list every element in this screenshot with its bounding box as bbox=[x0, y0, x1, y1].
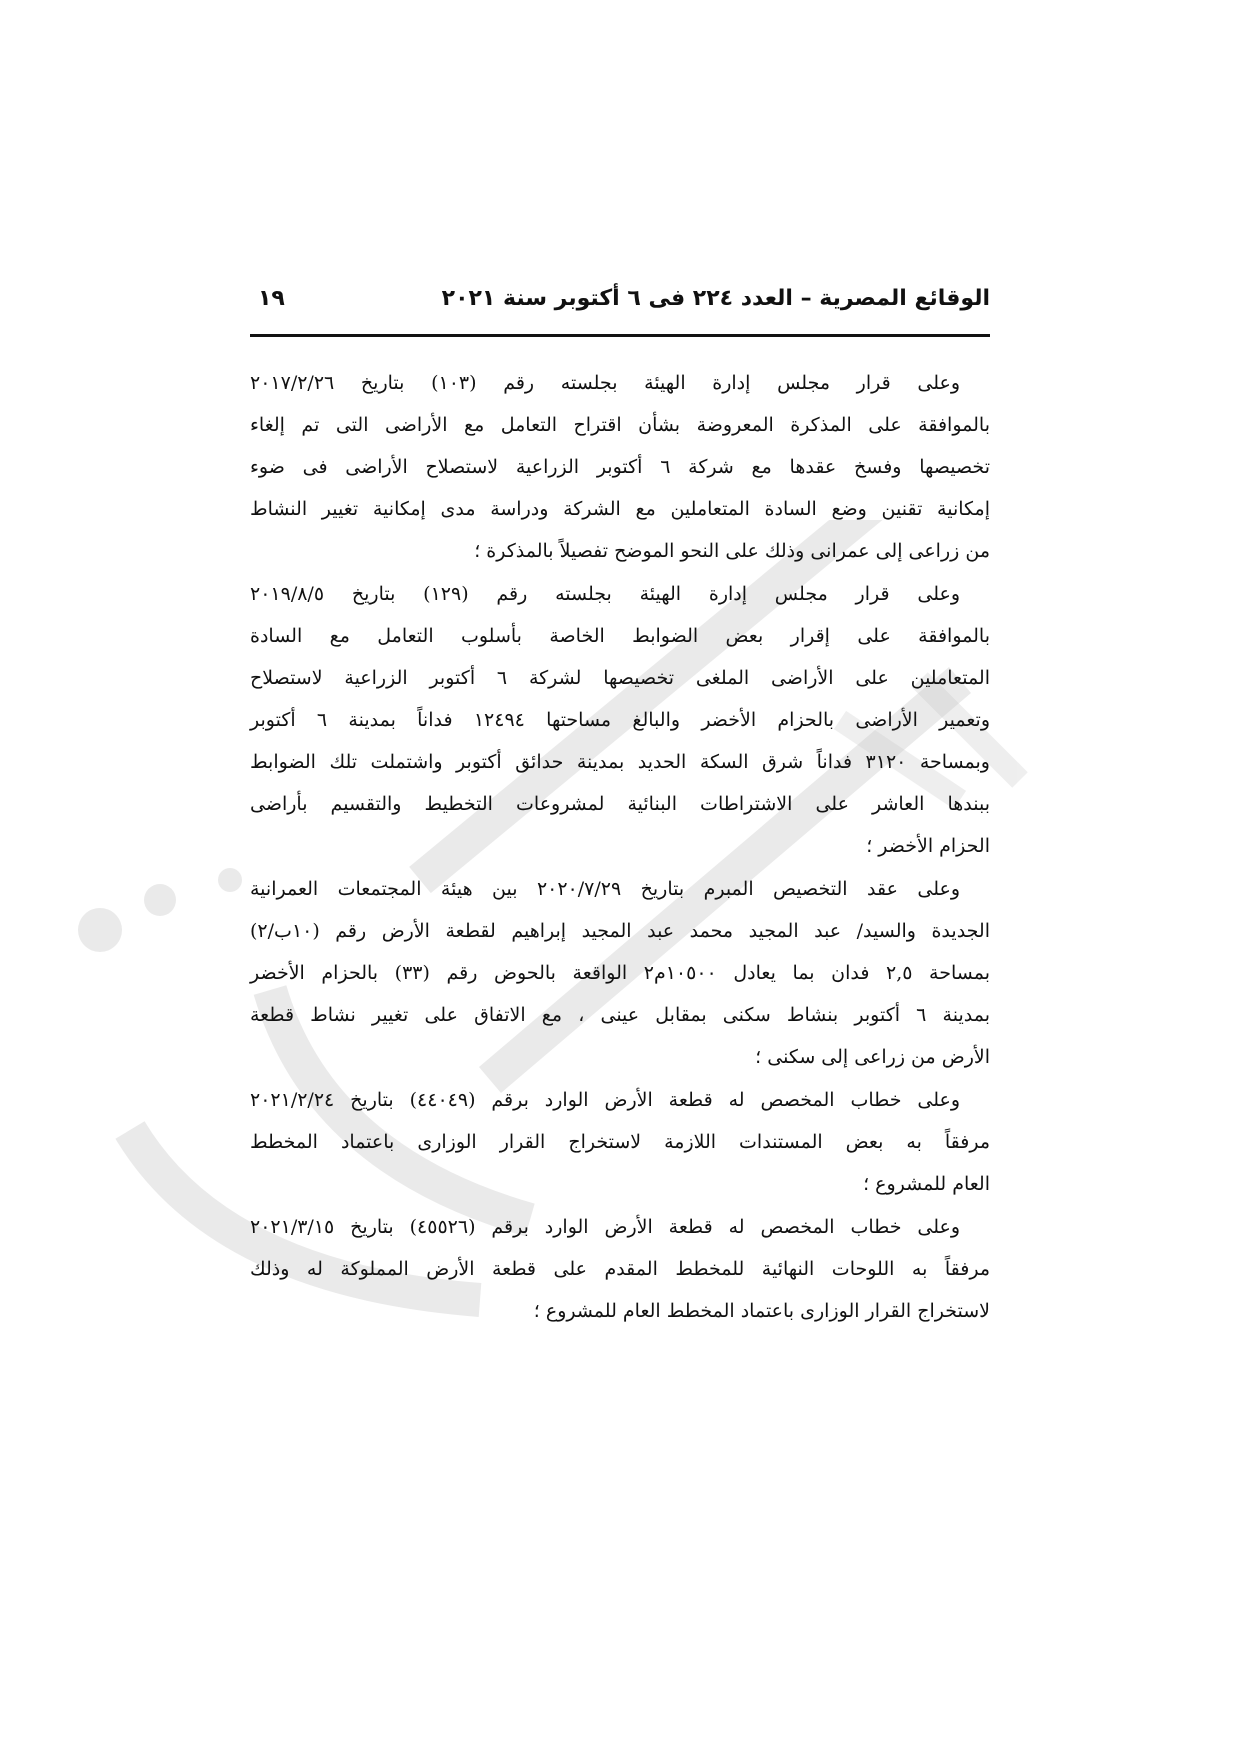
text-line: ببندها العاشر على الاشتراطات البنائية لمشروعات التخطيط والتقسيم بأراضى bbox=[250, 793, 990, 815]
text-line: بالموافقة على المذكرة المعروضة بشأن اقتراح التعامل مع الأراضى التى تم إلغاء bbox=[250, 414, 990, 436]
text-line: مرفقاً به بعض المستندات اللازمة لاستخراج القرار الوزارى باعتماد المخطط bbox=[250, 1131, 990, 1153]
text-line: وعلى خطاب المخصص له قطعة الأرض الوارد برقم (٤٤٠٤٩) بتاريخ ٢٠٢١/٢/٢٤ bbox=[250, 1089, 961, 1111]
text-line: وبمساحة ٣١٢٠ فداناً شرق السكة الحديد بمدينة حدائق أكتوبر واشتملت تلك الضوابط bbox=[250, 751, 990, 773]
text-line: العام للمشروع ؛ bbox=[863, 1173, 990, 1195]
text-line: الجديدة والسيد/ عبد المجيد محمد عبد المجيد إبراهيم لقطعة الأرض رقم (١٠ب/٢) bbox=[250, 920, 990, 942]
header-divider bbox=[250, 334, 990, 337]
gazette-title: الوقائع المصرية – العدد ٢٢٤ فى ٦ أكتوبر سنة ٢٠٢١ bbox=[441, 286, 990, 311]
text-line: بمدينة ٦ أكتوبر بنشاط سكنى بمقابل عينى ، مع الاتفاق على تغيير نشاط قطعة bbox=[250, 1004, 990, 1026]
paragraph bbox=[250, 1214, 990, 1325]
text-line: بمساحة ٢,٥ فدان بما يعادل ١٠٥٠٠م٢ الواقعة بالحوض رقم (٣٣) بالحزام الأخضر bbox=[250, 962, 990, 984]
paragraph bbox=[250, 876, 990, 1071]
text-line: المتعاملين على الأراضى الملغى تخصيصها لشركة ٦ أكتوبر الزراعية لاستصلاح bbox=[250, 667, 991, 689]
document-body bbox=[250, 370, 990, 1341]
text-line: وتعمير الأراضى بالحزام الأخضر والبالغ مساحتها ١٢٤٩٤ فداناً بمدينة ٦ أكتوبر bbox=[250, 709, 990, 731]
text-line: وعلى خطاب المخصص له قطعة الأرض الوارد برقم (٤٥٥٢٦) بتاريخ ٢٠٢١/٣/١٥ bbox=[250, 1216, 961, 1238]
text-line: لاستخراج القرار الوزارى باعتماد المخطط العام للمشروع ؛ bbox=[533, 1300, 990, 1322]
text-line: تخصيصها وفسخ عقدها مع شركة ٦ أكتوبر الزراعية لاستصلاح الأراضى فى ضوء bbox=[250, 456, 990, 478]
text-line: الأرض من زراعى إلى سكنى ؛ bbox=[755, 1046, 990, 1068]
text-line: إمكانية تقنين وضع السادة المتعاملين مع الشركة ودراسة مدى إمكانية تغيير النشاط bbox=[250, 498, 990, 520]
text-line: وعلى قرار مجلس إدارة الهيئة بجلسته رقم (١٢٩) بتاريخ ٢٠١٩/٨/٥ bbox=[250, 583, 960, 605]
text-line: بالموافقة على إقرار بعض الضوابط الخاصة بأسلوب التعامل مع السادة bbox=[250, 625, 990, 647]
text-line: الحزام الأخضر ؛ bbox=[866, 835, 990, 857]
text-line: وعلى عقد التخصيص المبرم بتاريخ ٢٠٢٠/٧/٢٩ بين هيئة المجتمعات العمرانية bbox=[250, 878, 960, 900]
page-header bbox=[250, 286, 990, 328]
page-number: ١٩ bbox=[258, 286, 285, 311]
text-line: من زراعى إلى عمرانى وذلك على النحو الموضح تفصيلاً بالمذكرة ؛ bbox=[474, 540, 990, 562]
paragraph bbox=[250, 1087, 990, 1198]
text-line: وعلى قرار مجلس إدارة الهيئة بجلسته رقم (١٠٣) بتاريخ ٢٠١٧/٢/٢٦ bbox=[250, 372, 961, 394]
paragraph bbox=[250, 370, 990, 565]
text-line: مرفقاً به اللوحات النهائية للمخطط المقدم على قطعة الأرض المملوكة له وذلك bbox=[250, 1258, 990, 1280]
paragraph bbox=[250, 581, 990, 860]
